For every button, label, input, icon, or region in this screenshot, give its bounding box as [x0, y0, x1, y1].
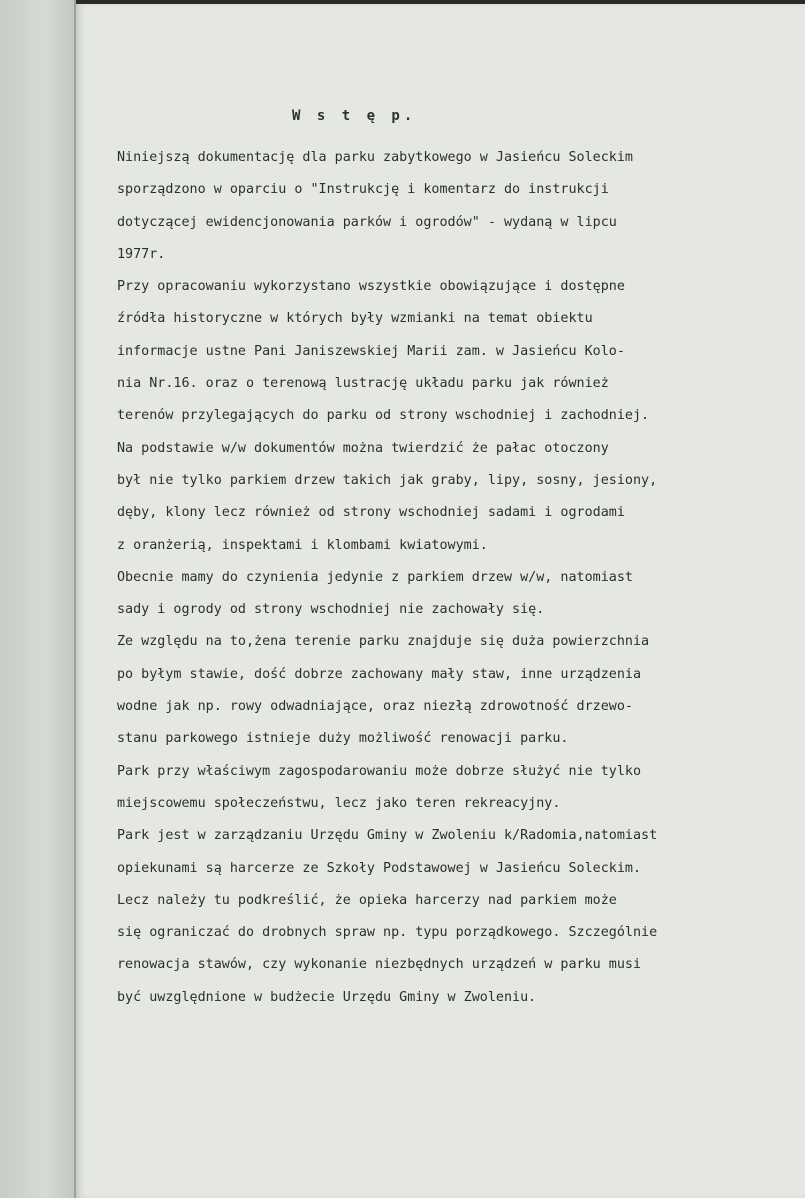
text-line: wodne jak np. rowy odwadniające, oraz niezłą zdrowotność drzewo- [117, 699, 633, 715]
text-line: się ograniczać do drobnych spraw np. typu porządkowego. Szczególnie [117, 925, 658, 941]
text-line: sporządzono w oparciu o "Instrukcję i komentarz do instrukcji [117, 182, 609, 198]
text-line: miejscowemu społeczeństwu, lecz jako teren rekreacyjny. [117, 795, 561, 811]
text-line: renowacja stawów, czy wykonanie niezbędnych urządzeń w parku musi [117, 957, 642, 973]
text-line: informacje ustne Pani Janiszewskiej Marii zam. w Jasieńcu Kolo- [117, 343, 625, 359]
text-line: był nie tylko parkiem drzew takich jak graby, lipy, sosny, jesiony, [117, 472, 658, 488]
text-line: sady i ogrody od strony wschodniej nie zachowały się. [117, 602, 545, 618]
text-line: Przy opracowaniu wykorzystano wszystkie obowiązujące i dostępne [117, 279, 625, 295]
text-line: nia Nr.16. oraz o terenową lustrację układu parku jak również [117, 376, 609, 392]
text-line: 1977r. [117, 246, 166, 262]
text-line: Park jest w zarządzaniu Urzędu Gminy w Zwoleniu k/Radomia,natomiast [117, 828, 658, 844]
text-line: dęby, klony lecz również od strony wschodniej sadami i ogrodami [117, 505, 625, 521]
text-line: Na podstawie w/w dokumentów można twierdzić że pałac otoczony [117, 440, 609, 456]
text-line: Park przy właściwym zagospodarowaniu może dobrze służyć nie tylko [117, 763, 642, 779]
text-line: stanu parkowego istnieje duży możliwość renowacji parku. [117, 731, 569, 747]
text-line: po byłym stawie, dość dobrze zachowany mały staw, inne urządzenia [117, 666, 642, 682]
text-line: opiekunami są harcerze ze Szkoły Podstawowej w Jasieńcu Soleckim. [117, 860, 642, 876]
text-line: terenów przylegających do parku od strony wschodniej i zachodniej. [117, 408, 650, 424]
text-line: Lecz należy tu podkreślić, że opieka harcerzy nad parkiem może [117, 892, 617, 908]
text-line: dotyczącej ewidencjonowania parków i ogrodów" - wydaną w lipcu [117, 214, 617, 230]
text-line: być uwzględnione w budżecie Urzędu Gminy w Zwoleniu. [117, 989, 537, 1005]
text-line: Ze względu na to,żena terenie parku znajduje się duża powierzchnia [117, 634, 650, 650]
document-title: W s t ę p. [292, 108, 417, 124]
text-line: z oranżerią, inspektami i klombami kwiatowymi. [117, 537, 488, 553]
text-line: Obecnie mamy do czynienia jedynie z parkiem drzew w/w, natomiast [117, 569, 633, 585]
text-line: źródła historyczne w których były wzmianki na temat obiektu [117, 311, 593, 327]
document-body [117, 142, 797, 1014]
underlying-sheet [0, 0, 76, 1198]
text-line: Niniejszą dokumentację dla parku zabytkowego w Jasieńcu Soleckim [117, 150, 633, 165]
